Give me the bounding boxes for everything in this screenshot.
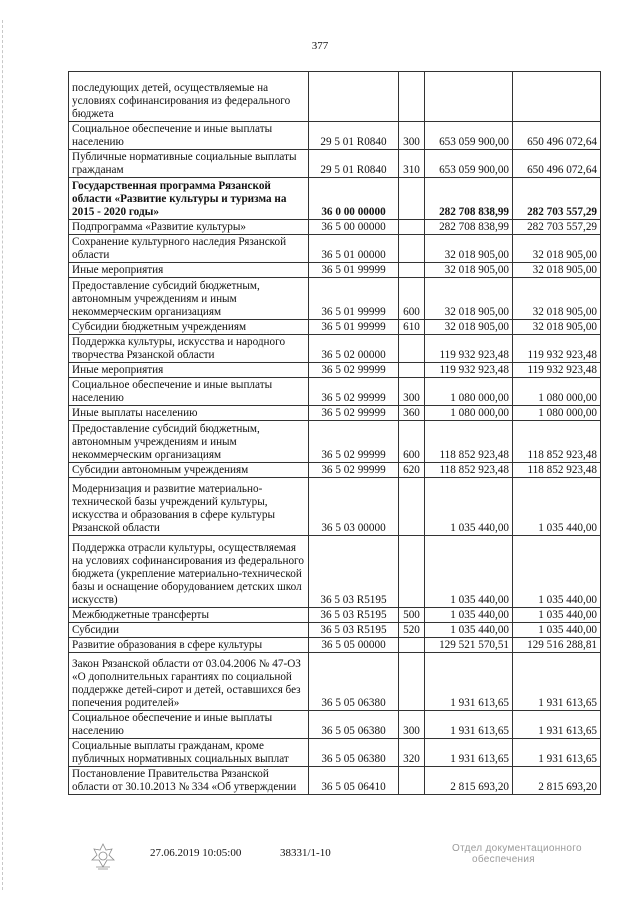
row-code-cell: 36 5 02 99999: [309, 406, 399, 421]
row-name-cell: Иные мероприятия: [69, 263, 309, 278]
row-expense-type-cell: 310: [399, 150, 425, 178]
row-expense-type-cell: [399, 220, 425, 235]
row-expense-type-cell: 610: [399, 320, 425, 335]
row-expense-type-cell: [399, 335, 425, 363]
footer-datetime: 27.06.2019 10:05:00: [150, 847, 242, 859]
row-planned-sum-cell: [425, 72, 513, 122]
row-executed-sum-cell: 32 018 905,00: [513, 320, 601, 335]
row-executed-sum-cell: 119 932 923,48: [513, 363, 601, 378]
row-planned-sum-cell: 1 931 613,65: [425, 739, 513, 767]
budget-table-body: [69, 72, 601, 795]
row-code-cell: 36 5 02 99999: [309, 421, 399, 463]
row-executed-sum-cell: 1 931 613,65: [513, 739, 601, 767]
row-code-cell: 29 5 01 R0840: [309, 122, 399, 150]
row-planned-sum-cell: 653 059 900,00: [425, 122, 513, 150]
table-row: [69, 320, 601, 335]
row-executed-sum-cell: 32 018 905,00: [513, 278, 601, 320]
row-code-cell: 36 5 00 00000: [309, 220, 399, 235]
row-code-cell: 36 5 05 06380: [309, 653, 399, 711]
row-planned-sum-cell: 1 931 613,65: [425, 711, 513, 739]
row-expense-type-cell: 520: [399, 623, 425, 638]
table-row: [69, 653, 601, 711]
row-code-cell: 29 5 01 R0840: [309, 150, 399, 178]
row-expense-type-cell: [399, 72, 425, 122]
row-expense-type-cell: 500: [399, 608, 425, 623]
row-expense-type-cell: [399, 363, 425, 378]
table-row: [69, 235, 601, 263]
row-planned-sum-cell: 1 035 440,00: [425, 623, 513, 638]
row-expense-type-cell: [399, 653, 425, 711]
table-row: [69, 335, 601, 363]
row-planned-sum-cell: 1 035 440,00: [425, 478, 513, 536]
row-planned-sum-cell: 129 521 570,51: [425, 638, 513, 653]
table-row: [69, 178, 601, 220]
row-executed-sum-cell: 1 931 613,65: [513, 711, 601, 739]
row-code-cell: 36 5 05 06380: [309, 739, 399, 767]
table-row: [69, 711, 601, 739]
row-planned-sum-cell: 32 018 905,00: [425, 263, 513, 278]
row-expense-type-cell: [399, 478, 425, 536]
row-planned-sum-cell: 1 080 000,00: [425, 406, 513, 421]
row-executed-sum-cell: 1 080 000,00: [513, 406, 601, 421]
row-planned-sum-cell: 118 852 923,48: [425, 421, 513, 463]
row-name-cell: Субсидии: [69, 623, 309, 638]
row-code-cell: 36 5 02 99999: [309, 378, 399, 406]
scan-edge-line: [2, 20, 4, 890]
row-expense-type-cell: 320: [399, 739, 425, 767]
page-footer: [0, 845, 640, 875]
row-executed-sum-cell: 650 496 072,64: [513, 122, 601, 150]
row-executed-sum-cell: 282 703 557,29: [513, 178, 601, 220]
table-row: [69, 638, 601, 653]
table-row: [69, 463, 601, 478]
table-row: [69, 263, 601, 278]
table-row: [69, 608, 601, 623]
table-row: [69, 421, 601, 463]
department-stamp: [452, 843, 602, 865]
row-code-cell: 36 5 02 99999: [309, 363, 399, 378]
row-code-cell: 36 5 05 06410: [309, 767, 399, 795]
row-executed-sum-cell: 1 035 440,00: [513, 608, 601, 623]
row-expense-type-cell: 300: [399, 378, 425, 406]
row-code-cell: 36 5 03 R5195: [309, 608, 399, 623]
row-executed-sum-cell: 1 080 000,00: [513, 378, 601, 406]
row-name-cell: последующих детей, осуществляемые на условиях софинансирования из федерального бюджета: [69, 72, 309, 122]
row-code-cell: 36 5 01 99999: [309, 263, 399, 278]
row-expense-type-cell: [399, 263, 425, 278]
row-executed-sum-cell: 32 018 905,00: [513, 235, 601, 263]
table-row: [69, 478, 601, 536]
row-expense-type-cell: 620: [399, 463, 425, 478]
row-name-cell: Постановление Правительства Рязанской области от 30.10.2013 № 334 «Об утверждении: [69, 767, 309, 795]
row-name-cell: Поддержка отрасли культуры, осуществляемая на условиях софинансирования из федерального бюджета (укрепление материально-технической базы и оснащение оборудованием детских школ искусств): [69, 536, 309, 608]
table-row: [69, 122, 601, 150]
row-executed-sum-cell: 282 703 557,29: [513, 220, 601, 235]
row-expense-type-cell: 600: [399, 421, 425, 463]
row-planned-sum-cell: 119 932 923,48: [425, 335, 513, 363]
row-name-cell: Предоставление субсидий бюджетным, автономным учреждениям и иным некоммерческим организациям: [69, 421, 309, 463]
row-planned-sum-cell: 1 035 440,00: [425, 608, 513, 623]
row-expense-type-cell: 300: [399, 122, 425, 150]
row-executed-sum-cell: 119 932 923,48: [513, 335, 601, 363]
row-name-cell: Подпрограмма «Развитие культуры»: [69, 220, 309, 235]
row-expense-type-cell: [399, 536, 425, 608]
table-row: [69, 767, 601, 795]
row-code-cell: 36 5 05 06380: [309, 711, 399, 739]
row-planned-sum-cell: 282 708 838,99: [425, 178, 513, 220]
row-name-cell: Сохранение культурного наследия Рязанской области: [69, 235, 309, 263]
row-planned-sum-cell: 32 018 905,00: [425, 235, 513, 263]
row-code-cell: 36 5 03 R5195: [309, 536, 399, 608]
row-executed-sum-cell: 32 018 905,00: [513, 263, 601, 278]
row-name-cell: Модернизация и развитие материально-технической базы учреждений культуры, искусства и образования в сфере культуры Рязанской области: [69, 478, 309, 536]
row-planned-sum-cell: 32 018 905,00: [425, 320, 513, 335]
row-code-cell: [309, 72, 399, 122]
row-name-cell: Субсидии бюджетным учреждениям: [69, 320, 309, 335]
row-executed-sum-cell: 118 852 923,48: [513, 421, 601, 463]
row-name-cell: Иные выплаты населению: [69, 406, 309, 421]
table-row: [69, 739, 601, 767]
row-name-cell: Социальное обеспечение и иные выплаты населению: [69, 378, 309, 406]
row-name-cell: Развитие образования в сфере культуры: [69, 638, 309, 653]
row-planned-sum-cell: 1 035 440,00: [425, 536, 513, 608]
budget-table: [68, 71, 601, 795]
table-row: [69, 378, 601, 406]
table-row: [69, 623, 601, 638]
row-planned-sum-cell: 2 815 693,20: [425, 767, 513, 795]
row-planned-sum-cell: 119 932 923,48: [425, 363, 513, 378]
row-name-cell: Социальное обеспечение и иные выплаты населению: [69, 122, 309, 150]
row-executed-sum-cell: 1 035 440,00: [513, 478, 601, 536]
stamp-line: обеспечения: [472, 854, 535, 865]
row-code-cell: 36 5 02 99999: [309, 463, 399, 478]
row-expense-type-cell: 360: [399, 406, 425, 421]
footer-document-id: 38331/1-10: [280, 847, 331, 859]
row-name-cell: Поддержка культуры, искусства и народного творчества Рязанской области: [69, 335, 309, 363]
row-expense-type-cell: [399, 767, 425, 795]
page-number: 377: [311, 40, 329, 52]
row-code-cell: 36 5 05 00000: [309, 638, 399, 653]
row-name-cell: Субсидии автономным учреждениям: [69, 463, 309, 478]
row-planned-sum-cell: 1 080 000,00: [425, 378, 513, 406]
emblem-seal-icon: [88, 841, 118, 871]
row-name-cell: Иные мероприятия: [69, 363, 309, 378]
table-row: [69, 72, 601, 122]
row-executed-sum-cell: 1 035 440,00: [513, 536, 601, 608]
row-expense-type-cell: [399, 178, 425, 220]
row-planned-sum-cell: 282 708 838,99: [425, 220, 513, 235]
table-row: [69, 278, 601, 320]
row-planned-sum-cell: 118 852 923,48: [425, 463, 513, 478]
row-name-cell: Государственная программа Рязанской области «Развитие культуры и туризма на 2015 - 2020 годы»: [69, 178, 309, 220]
row-planned-sum-cell: 32 018 905,00: [425, 278, 513, 320]
row-expense-type-cell: 300: [399, 711, 425, 739]
row-name-cell: Социальные выплаты гражданам, кроме публичных нормативных социальных выплат: [69, 739, 309, 767]
table-row: [69, 536, 601, 608]
row-code-cell: 36 5 03 R5195: [309, 623, 399, 638]
row-code-cell: 36 5 01 99999: [309, 278, 399, 320]
row-planned-sum-cell: 653 059 900,00: [425, 150, 513, 178]
row-executed-sum-cell: 1 931 613,65: [513, 653, 601, 711]
row-code-cell: 36 5 01 99999: [309, 320, 399, 335]
row-expense-type-cell: [399, 638, 425, 653]
row-name-cell: Закон Рязанской области от 03.04.2006 № 47-ОЗ «О дополнительных гарантиях по социальной поддержке детей-сирот и детей, оставшихся без попечения родителей»: [69, 653, 309, 711]
row-code-cell: 36 5 02 00000: [309, 335, 399, 363]
row-executed-sum-cell: 2 815 693,20: [513, 767, 601, 795]
row-executed-sum-cell: 118 852 923,48: [513, 463, 601, 478]
table-row: [69, 220, 601, 235]
stamp-line: Отдел документационного: [452, 843, 582, 854]
row-name-cell: Социальное обеспечение и иные выплаты населению: [69, 711, 309, 739]
row-executed-sum-cell: [513, 72, 601, 122]
row-code-cell: 36 5 03 00000: [309, 478, 399, 536]
table-row: [69, 406, 601, 421]
row-expense-type-cell: 600: [399, 278, 425, 320]
row-expense-type-cell: [399, 235, 425, 263]
table-row: [69, 363, 601, 378]
row-executed-sum-cell: 650 496 072,64: [513, 150, 601, 178]
row-executed-sum-cell: 1 035 440,00: [513, 623, 601, 638]
row-executed-sum-cell: 129 516 288,81: [513, 638, 601, 653]
row-name-cell: Публичные нормативные социальные выплаты гражданам: [69, 150, 309, 178]
row-name-cell: Предоставление субсидий бюджетным, автономным учреждениям и иным некоммерческим организациям: [69, 278, 309, 320]
row-code-cell: 36 5 01 00000: [309, 235, 399, 263]
row-code-cell: 36 0 00 00000: [309, 178, 399, 220]
row-name-cell: Межбюджетные трансферты: [69, 608, 309, 623]
table-row: [69, 150, 601, 178]
row-planned-sum-cell: 1 931 613,65: [425, 653, 513, 711]
